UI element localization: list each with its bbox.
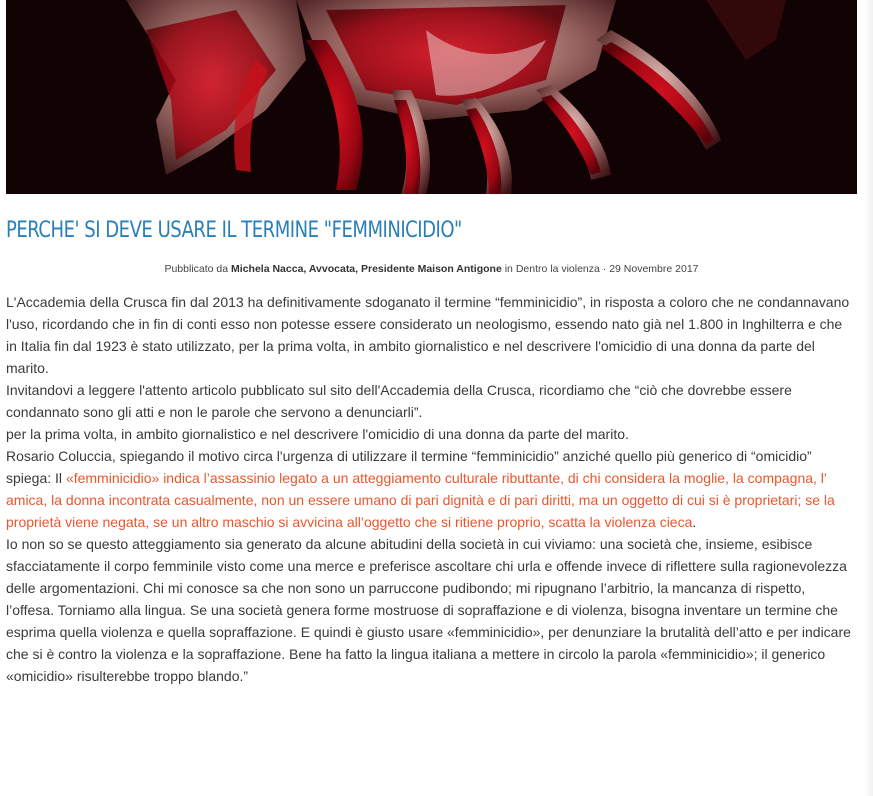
category-link[interactable]: Dentro la violenza (515, 263, 600, 275)
paragraph-closing: Io non so se questo atteggiamento sia generato da alcune abitudini della società in cui viviamo: una società che, insieme, esibisce sfacciatamente il corpo femminile visto come una merce e preferisce ascoltare chi urla e offende invece di riflettere sulla ragionevolezza delle argomentazioni. Chi mi conosce sa che non sono un parruccone pudibondo; mi ripugnano l’arbitrio, la mancanza di rispetto, l’offesa. Torniamo alla lingua. Se una società genera forme mostruose di sopraffazione e di violenza, bisogna inventare un termine che esprima quella violenza e quella sopraffazione. E quindi è giusto usare «femminicidio», per denunziare la brutalità dell’atto e per indicare che si è contro la violenza e la sopraffazione. Bene ha fatto la lingua italiana a mettere in circolo la parola «femminicidio»; il generico «omicidio» risulterebbe troppo blando.” (6, 536, 851, 684)
bloody-hands-illustration (6, 0, 857, 194)
paragraph-coluccia (6, 445, 854, 533)
coluccia-end: . (692, 514, 697, 530)
author-link[interactable]: Michela Nacca, Avvocata, Presidente Maison Antigone (231, 263, 502, 275)
scrollbar-track[interactable] (865, 0, 873, 796)
coluccia-intro: Rosario Coluccia, spiegando il motivo circa l'urgenza di utilizzare il termine “femminicidio” anziché quello più generico di “omicidio” spiega: Il (6, 448, 812, 486)
article-meta (0, 263, 863, 275)
meta-separator: · (602, 263, 607, 275)
coluccia-quote-link[interactable]: «femminicidio» indica l’assassinio legato a un atteggiamento culturale ributtante, di chi considera la moglie, la compagna, l’ amica, la donna incontrata casualmente, non un essere umano di pari dignità e di pari diritti, ma un oggetto di cui si è proprietari; se la proprietà viene negata, se un altro maschio si avvicina all’oggetto che si ritiene proprio, scatta la violenza cieca (6, 470, 835, 530)
paragraph-repeat: per la prima volta, in ambito giornalistico e nel descrivere l'omicidio di una donna da parte del marito. (6, 426, 629, 442)
paragraph-crusca: L'Accademia della Crusca fin dal 2013 ha definitivamente sdoganato il termine “femminicidio”, in risposta a coloro che ne condannavano l'uso, ricordando che in fin di conti esso non potesse essere considerato un neologismo, essendo nato già nel 1.800 in Inghilterra e che in Italia fin dal 1923 è stato utilizzato, per la prima volta, in ambito giornalistico e nel descrivere l'omicidio di una donna da parte del marito. (6, 294, 850, 376)
hero-image (6, 0, 857, 194)
in-label: in (504, 263, 513, 275)
article-body (6, 291, 854, 687)
publish-date: 29 Novembre 2017 (609, 263, 699, 275)
published-by-label: Pubblicato da (164, 263, 229, 275)
article-title: PERCHE' SI DEVE USARE IL TERMINE "FEMMINICIDIO" (6, 218, 462, 243)
paragraph-invitation: Invitandovi a leggere l'attento articolo pubblicato sul sito dell'Accademia della Crusca, ricordiamo che “ciò che dovrebbe essere condannato sono gli atti e non le parole che servono a denunciarli”. (6, 382, 792, 420)
